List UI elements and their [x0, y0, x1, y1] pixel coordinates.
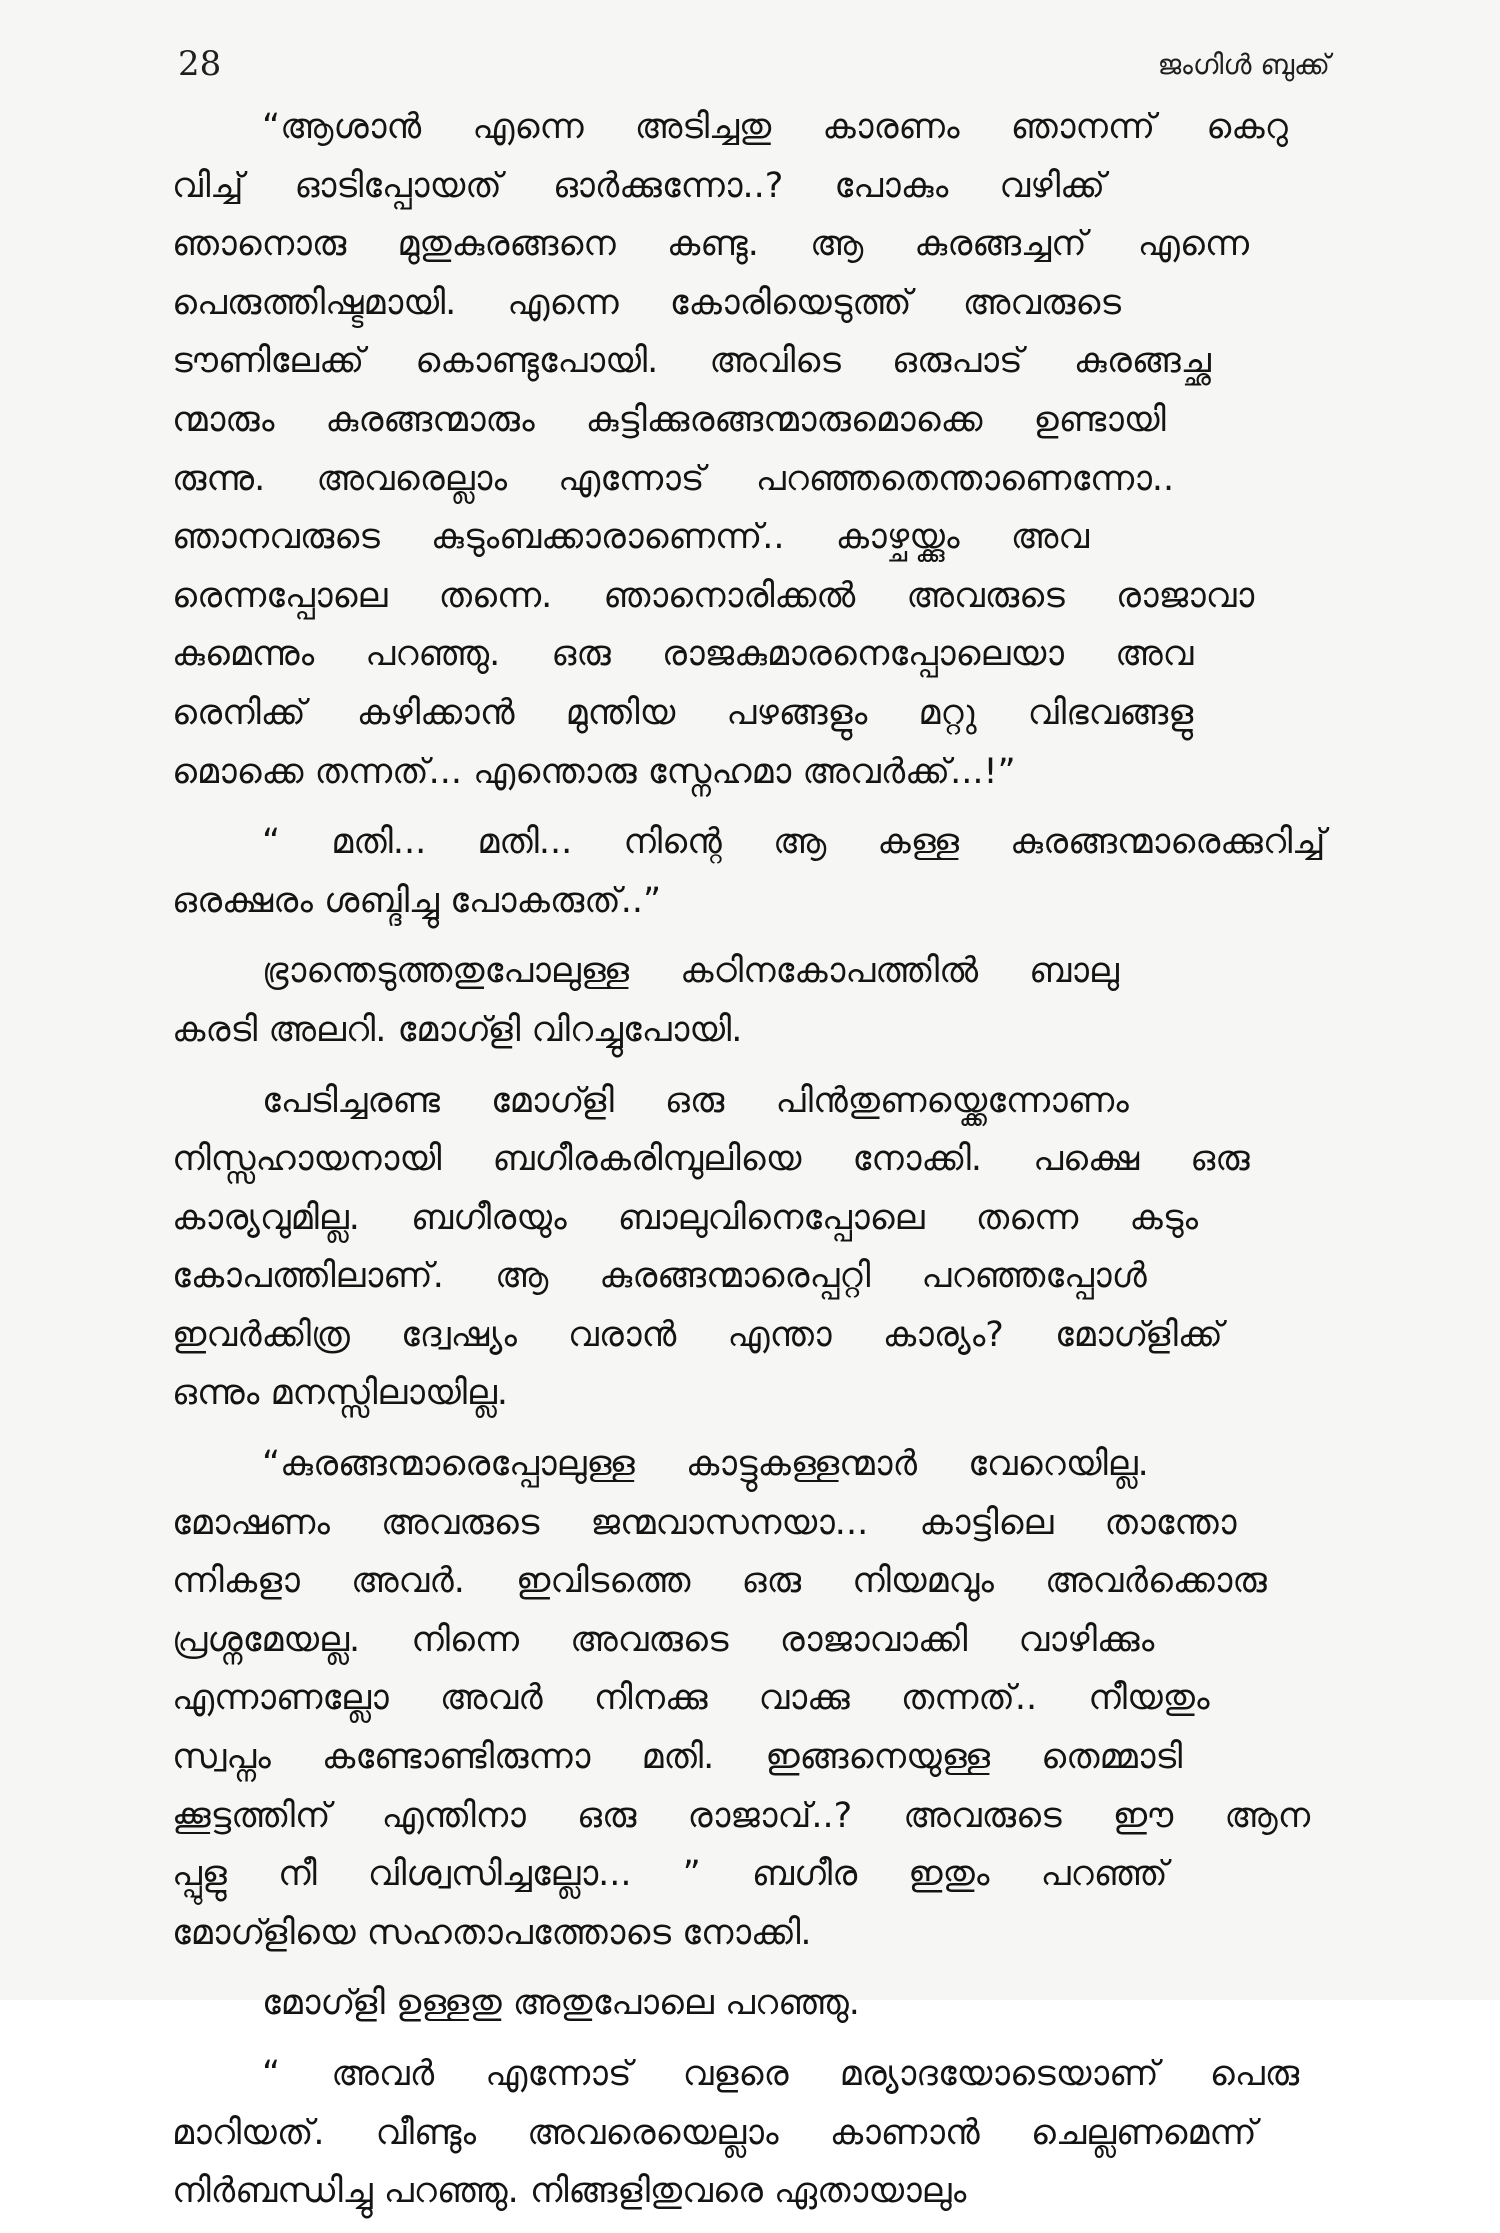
running-title: ജംഗിൾ ബുക്ക് — [1157, 48, 1330, 81]
body-text — [172, 98, 1330, 2233]
text-line: ഒരക്ഷരം ശബ്ദിച്ചു പോകരുത്..” — [172, 880, 662, 921]
text-line: രെന്നപ്പോലെ തന്നെ. ഞാനൊരിക്കൽ അവരുടെ രാജാവാ — [172, 575, 1255, 616]
text-line: ഞാനവരുടെ കുടുംബക്കാരാണെന്ന്.. കാഴ്ചയ്ക്കും അവ — [172, 517, 1090, 558]
paragraph — [172, 1435, 1330, 1962]
text-line: ഞാനൊരു മുതുകുരങ്ങനെ കണ്ടു. ആ കുരങ്ങച്ചന് എന്നെ — [172, 224, 1250, 265]
text-line: പെരുത്തിഷ്ടമായി. എന്നെ കോരിയെടുത്ത് അവരുടെ — [172, 282, 1122, 323]
paragraph — [172, 2045, 1330, 2221]
text-line: മോഗ്ളിയെ സഹതാപത്തോടെ നോക്കി. — [172, 1912, 812, 1953]
paragraph — [172, 813, 1330, 930]
text-line: ന്മാരും കുരങ്ങന്മാരും കുട്ടിക്കുരങ്ങന്മാരുമൊക്കെ ഉണ്ടായി — [172, 399, 1166, 440]
text-line: സ്വപ്നം കണ്ടോണ്ടിരുന്നാ മതി. ഇങ്ങനെയുള്ള തെമ്മാടി — [172, 1737, 1183, 1778]
text-line: ഒന്നും മനസ്സിലായില്ല. — [172, 1373, 509, 1414]
text-line: കരടി അലറി. മോഗ്ളി വിറച്ചുപോയി. — [172, 1009, 743, 1050]
text-line: കാര്യവുമില്ല. ബഗീരയും ബാലുവിനെപ്പോലെ തന്നെ കടും — [172, 1197, 1199, 1238]
text-line: മാറിയത്. വീണ്ടും അവരെയെല്ലാം കാണാൻ ചെല്ലണമെന്ന് — [172, 2112, 1257, 2153]
text-line: ന്നികളാ അവർ. ഇവിടത്തെ ഒരു നിയമവും അവർക്കൊരു — [172, 1561, 1267, 1602]
paragraph — [172, 942, 1330, 1059]
paragraph — [172, 1974, 1330, 2033]
text-line: “ആശാൻ എന്നെ അടിച്ചതു കാരണം ഞാനന്ന് കെറു — [262, 107, 1288, 147]
text-line: പ്രശ്നമേയല്ല. നിന്നെ അവരുടെ രാജാവാക്കി വാഴിക്കും — [172, 1619, 1155, 1660]
text-line: രുന്നു. അവരെല്ലാം എന്നോട് പറഞ്ഞതെന്താണെന്നോ.. — [172, 458, 1175, 499]
text-line: ടൗണിലേക്ക് കൊണ്ടുപോയി. അവിടെ ഒരുപാട് കുരങ്ങച്ഛ — [172, 341, 1211, 382]
text-line: കോപത്തിലാണ്. ആ കുരങ്ങന്മാരെപ്പറ്റി പറഞ്ഞപ്പോൾ — [172, 1256, 1147, 1297]
text-line: മോഗ്ളി ഉള്ളതു അതുപോലെ പറഞ്ഞു. — [262, 1983, 860, 2024]
text-line: പേടിച്ചരണ്ട മോഗ്ളി ഒരു പിൻതുണയ്ക്കെന്നോണം — [262, 1080, 1129, 1121]
text-line: “ മതി... മതി... നിന്റെ ആ കള്ള കുരങ്ങന്മാരെക്കുറിച്ച് — [262, 822, 1326, 863]
text-line: പ്പുളു നീ വിശ്വസിച്ചല്ലോ... ” ബഗീര ഇതും പറഞ്ഞ് — [172, 1854, 1168, 1895]
text-line: “ അവർ എന്നോട് വളരെ മര്യാദയോടെയാണ് പെരു — [262, 2054, 1300, 2094]
text-line: വിച്ച് ഓടിപ്പോയത് ഓർക്കുന്നോ..? പോകും വഴിക്ക് — [172, 165, 1106, 206]
text-line: ഇവർക്കിത്ര ദ്വേഷ്യം വരാൻ എന്താ കാര്യം? മോഗ്ളിക്ക് — [172, 1314, 1223, 1355]
text-line: “കുരങ്ങന്മാരെപ്പോലുള്ള കാട്ടുകള്ളന്മാർ വേറെയില്ല. — [262, 1444, 1149, 1485]
text-line: ക്കൂട്ടത്തിന് എന്തിനാ ഒരു രാജാവ്..? അവരുടെ ഈ ആന — [172, 1795, 1311, 1836]
page-header — [178, 44, 1330, 94]
text-line: ഭ്രാന്തെടുത്തതുപോലുള്ള കഠിനകോപത്തിൽ ബാലു — [262, 951, 1119, 992]
text-line: എന്നാണല്ലോ അവർ നിനക്കു വാക്കു തന്നത്.. നീയതും — [172, 1678, 1210, 1719]
text-line: നിസ്സഹായനായി ബഗീരകരിമ്പുലിയെ നോക്കി. പക്ഷെ ഒരു — [172, 1139, 1250, 1180]
paragraph — [172, 1072, 1330, 1424]
text-line: നിർബന്ധിച്ചു പറഞ്ഞു. നിങ്ങളിതുവരെ ഏതായാലും — [172, 2171, 967, 2212]
text-line: മോഷണം അവരുടെ ജന്മവാസനയാ... കാട്ടിലെ താന്തോ — [172, 1502, 1237, 1543]
text-line: കുമെന്നും പറഞ്ഞു. ഒരു രാജകുമാരനെപ്പോലെയാ അവ — [172, 634, 1194, 675]
paragraph — [172, 98, 1330, 801]
text-line: രെനിക്ക് കഴിക്കാൻ മുന്തിയ പഴങ്ങളും മറ്റു വിഭവങ്ങളു — [172, 692, 1194, 733]
text-line: മൊക്കെ തന്നത്... എന്തൊരു സ്നേഹമാ അവർക്ക്...!” — [172, 751, 1016, 792]
page-number: 28 — [178, 44, 222, 84]
